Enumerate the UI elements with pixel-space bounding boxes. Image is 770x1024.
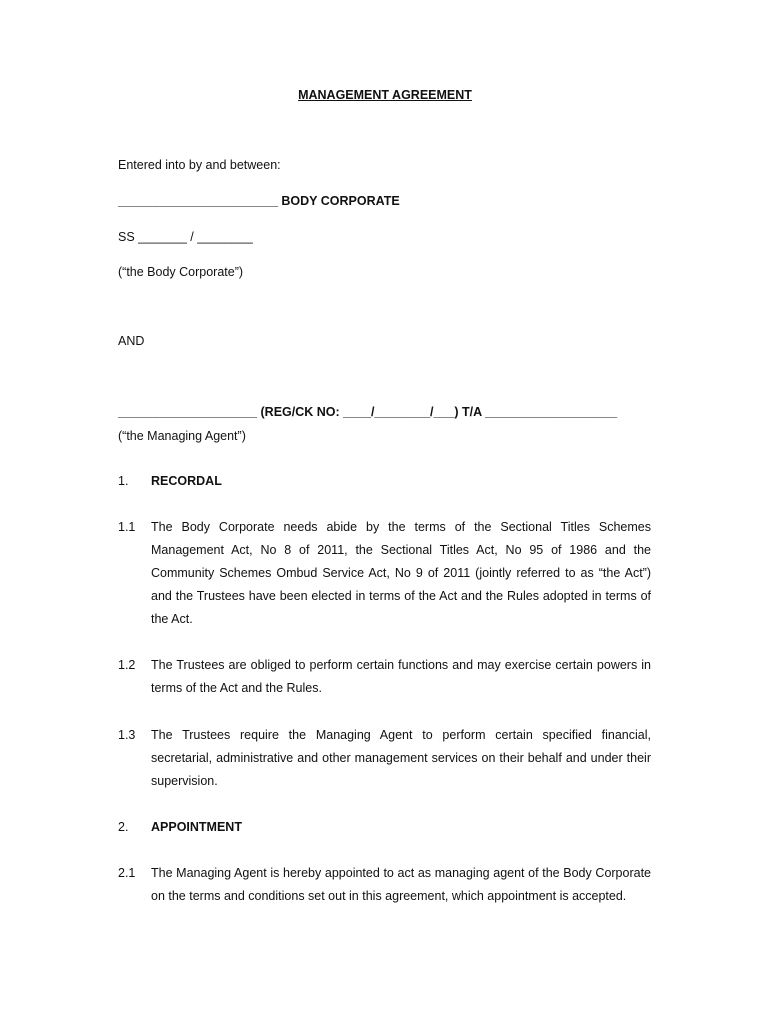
body-corporate-line: _______________________ BODY CORPORATE [118, 194, 400, 208]
and-separator: AND [118, 334, 145, 348]
managing-agent-line: ____________________ (REG/CK NO: ____/________/___) T/A ___________________ [118, 405, 618, 419]
clause-number: 1.3 [118, 728, 136, 742]
ss-line: SS _______ / ________ [118, 230, 253, 244]
intro-text: Entered into by and between: [118, 158, 281, 172]
managing-agent-definition: (“the Managing Agent”) [118, 429, 246, 443]
section-heading-appointment: APPOINTMENT [151, 820, 242, 834]
section-heading-recordal: RECORDAL [151, 474, 222, 488]
clause-number: 2.1 [118, 866, 136, 880]
clause-text: The Managing Agent is hereby appointed to act as managing agent of the Body Corporate on the terms and conditions set out in this agreement, which appointment is accepted. [151, 866, 651, 903]
section-number: 1. [118, 474, 129, 488]
clause-text: The Body Corporate needs abide by the terms of the Sectional Titles Schemes Management Act, No 8 of 2011, the Sectional Titles Act, No 95 of 1986 and the Community Schemes Ombud Service Act, No 9 of 2011 (jointly referred to as “the Act”) and the Trustees have been elected in terms of the Act and the Rules adopted in terms of the Act. [151, 520, 651, 626]
section-number: 2. [118, 820, 129, 834]
document-title: MANAGEMENT AGREEMENT [298, 88, 472, 102]
clause-text: The Trustees are obliged to perform certain functions and may exercise certain powers in terms of the Act and the Rules. [151, 658, 651, 695]
clause-number: 1.2 [118, 658, 136, 672]
body-corporate-definition: (“the Body Corporate”) [118, 265, 244, 279]
clause-text: The Trustees require the Managing Agent to perform certain specified financial, secretarial, administrative and other management services on their behalf and under their supervision. [151, 728, 651, 788]
clause-number: 1.1 [118, 520, 136, 534]
